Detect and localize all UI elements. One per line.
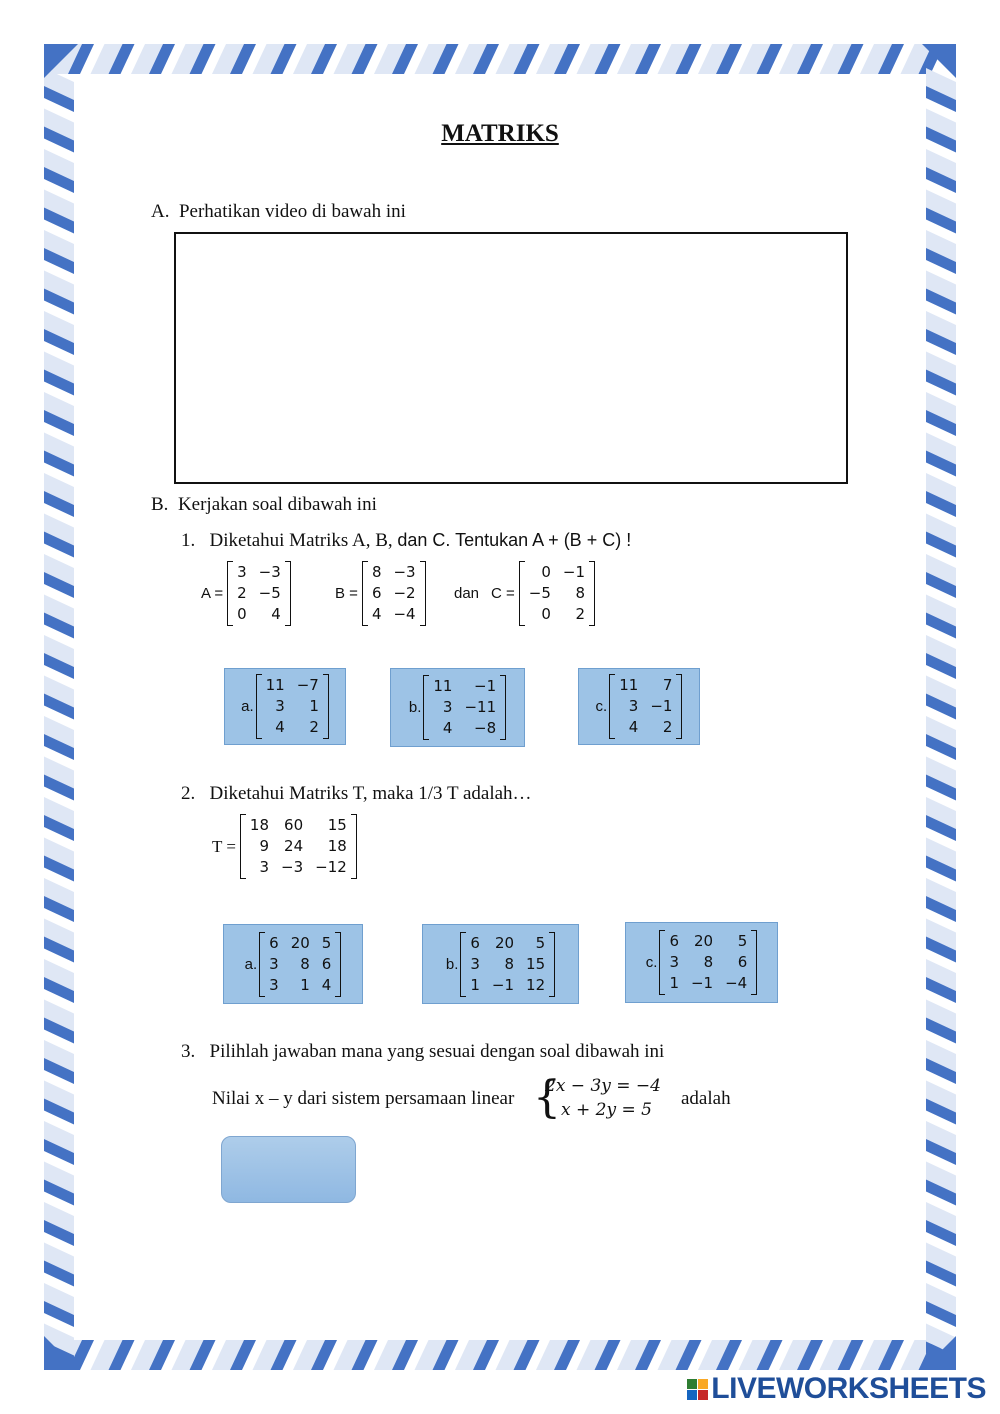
matrix-t: T = 18 60 15 9 24 18 3 −3 −12 <box>212 814 357 879</box>
matrix-cell: 3 <box>628 697 639 715</box>
matrix-cell: −1 <box>650 697 673 715</box>
matrix-entries <box>464 933 551 996</box>
matrix-cell: 0 <box>541 563 551 581</box>
matrix-cell: 20 <box>694 932 714 950</box>
section-b-heading <box>151 494 377 516</box>
matrix-cell: 3 <box>669 953 679 971</box>
matrix-cell: 6 <box>321 954 332 973</box>
matrix-cell: 6 <box>737 953 748 971</box>
matrix-cell: 6 <box>269 933 279 952</box>
matrix-cell: 15 <box>526 954 546 973</box>
matrix-cell: 0 <box>541 605 551 623</box>
logo-icon <box>687 1379 708 1400</box>
matrix-entries <box>613 675 678 738</box>
matrix-cell: 1 <box>669 974 679 992</box>
matrix-cell: −11 <box>464 698 497 716</box>
matrix-cell: 4 <box>628 718 639 736</box>
q2-option-b[interactable]: b. 6 20 5 3 8 15 1 −1 12 <box>422 924 579 1004</box>
matrix-cell: 3 <box>237 563 247 581</box>
matrix-cell: 1 <box>300 975 310 994</box>
matrix-cell: −4 <box>393 605 416 623</box>
matrix-b: B = 8 −3 6 −2 4 −4 <box>335 561 426 626</box>
question-3 <box>181 1041 664 1063</box>
matrix-cell: 24 <box>284 837 304 855</box>
matrix-cell: 3 <box>259 858 270 876</box>
matrix-cell: 2 <box>237 584 247 602</box>
equation-2: x + 2y = 5 <box>561 1100 652 1120</box>
page-title: MATRIKS <box>441 120 559 147</box>
matrix-cell: 18 <box>327 837 347 855</box>
matrix-cell: 2 <box>575 605 586 623</box>
q2-option-a[interactable]: a. 6 20 5 3 8 6 3 1 4 <box>223 924 363 1004</box>
matrix-entries <box>244 815 353 878</box>
matrix-c: dan C = 0 −1 −5 8 0 2 <box>454 561 595 626</box>
matrix-cell: 1 <box>309 697 319 715</box>
question-number: 1. <box>181 530 196 551</box>
matrix-cell: −1 <box>491 975 515 994</box>
matrix-cell: 8 <box>575 584 586 602</box>
matrix-cell: 7 <box>662 676 673 694</box>
section-b-label: B. <box>151 494 169 515</box>
matrix-cell: −5 <box>258 584 281 602</box>
question-2 <box>181 783 532 805</box>
matrix-cell: 60 <box>284 816 304 834</box>
q1-option-c[interactable]: c. 11 7 3 −1 4 2 <box>578 668 700 745</box>
matrix-cell: 20 <box>494 933 515 952</box>
section-a-label: A. <box>151 201 170 222</box>
video-placeholder[interactable] <box>174 232 848 484</box>
matrix-cell: 3 <box>470 954 480 973</box>
matrix-cell: −1 <box>690 974 714 992</box>
matrix-cell: 4 <box>371 605 382 623</box>
matrix-entries <box>523 562 591 625</box>
question-1 <box>181 530 631 552</box>
matrix-cell: 8 <box>703 953 714 971</box>
liveworksheets-logo: LIVEWORKSHEETS <box>687 1372 986 1406</box>
section-a-text: Perhatikan video di bawah ini <box>178 201 406 222</box>
question-1-text: Diketahui Matriks A, B, <box>209 530 393 551</box>
matrix-cell: 8 <box>371 563 382 581</box>
matrix-entries <box>427 676 502 739</box>
q2-option-c[interactable]: c. 6 20 5 3 8 6 1 −1 −4 <box>625 922 778 1003</box>
matrix-cell: 4 <box>442 719 453 737</box>
matrix-cell: −1 <box>474 677 497 695</box>
matrix-cell: 11 <box>433 677 453 695</box>
matrix-cell: 1 <box>470 975 480 994</box>
question-3-text: Pilihlah jawaban mana yang sesuai dengan soal dibawah ini <box>209 1041 665 1062</box>
conjunction: dan <box>454 585 480 602</box>
matrix-cell: 6 <box>470 933 480 952</box>
matrix-cell: 4 <box>321 975 332 994</box>
matrix-cell: −12 <box>315 858 347 876</box>
matrix-cell: 3 <box>275 697 285 715</box>
matrix-cell: 11 <box>619 676 639 694</box>
matrix-cell: 4 <box>271 605 281 623</box>
matrix-cell: 2 <box>662 718 673 736</box>
matrix-cell: 9 <box>259 837 270 855</box>
answer-box[interactable] <box>221 1136 356 1203</box>
matrix-cell: 15 <box>327 816 347 834</box>
question-2-text: Diketahui Matriks T, maka 1/3 T adalah… <box>209 783 532 804</box>
section-a-heading <box>151 201 406 223</box>
matrix-cell: 0 <box>237 605 247 623</box>
matrix-cell: −3 <box>281 858 304 876</box>
matrix-cell: −3 <box>393 563 416 581</box>
matrix-entries <box>231 562 287 625</box>
question-number: 3. <box>181 1041 196 1062</box>
matrix-cell: 8 <box>504 954 515 973</box>
section-b-text: Kerjakan soal dibawah ini <box>177 494 377 515</box>
matrix-cell: −3 <box>258 563 281 581</box>
matrix-cell: −4 <box>725 974 748 992</box>
question-3-prompt: Nilai x – y dari sistem persamaan linear <box>212 1088 515 1109</box>
matrix-cell: 5 <box>535 933 546 952</box>
matrix-cell: 6 <box>669 932 679 950</box>
matrix-cell: −1 <box>562 563 586 581</box>
matrix-cell: 2 <box>309 718 319 736</box>
q1-option-a[interactable]: a. 11 −7 3 1 4 2 <box>224 668 346 745</box>
q1-option-b[interactable]: b. 11 −1 3 −11 4 −8 <box>390 668 525 747</box>
matrix-cell: −5 <box>528 584 551 602</box>
matrix-a: A = 3 −3 2 −5 0 4 <box>201 561 291 626</box>
matrix-cell: 3 <box>269 954 279 973</box>
matrix-entries <box>260 675 325 738</box>
matrix-cell: 3 <box>269 975 279 994</box>
matrix-cell: 12 <box>526 975 546 994</box>
matrix-cell: 11 <box>265 676 285 694</box>
matrix-entries <box>263 933 337 996</box>
question-1-text-tail: dan C. Tentukan A + (B + C) ! <box>397 530 632 550</box>
matrix-cell: 18 <box>249 816 270 834</box>
matrix-cell: −2 <box>393 584 416 602</box>
matrix-cell: 4 <box>275 718 285 736</box>
matrix-cell: 5 <box>321 933 332 952</box>
matrix-cell: 8 <box>300 954 310 973</box>
question-number: 2. <box>181 783 196 804</box>
equation-1: 2x − 3y = −4 <box>545 1076 661 1096</box>
matrix-cell: 5 <box>737 932 748 950</box>
matrix-entries <box>366 562 422 625</box>
matrix-cell: 20 <box>290 933 310 952</box>
matrix-cell: 3 <box>442 698 453 716</box>
question-3-suffix: adalah <box>681 1088 731 1109</box>
matrix-entries <box>663 931 753 994</box>
matrix-cell: 6 <box>371 584 382 602</box>
matrix-cell: −7 <box>296 676 319 694</box>
matrix-cell: −8 <box>474 719 497 737</box>
brace-icon: { <box>533 1072 561 1123</box>
